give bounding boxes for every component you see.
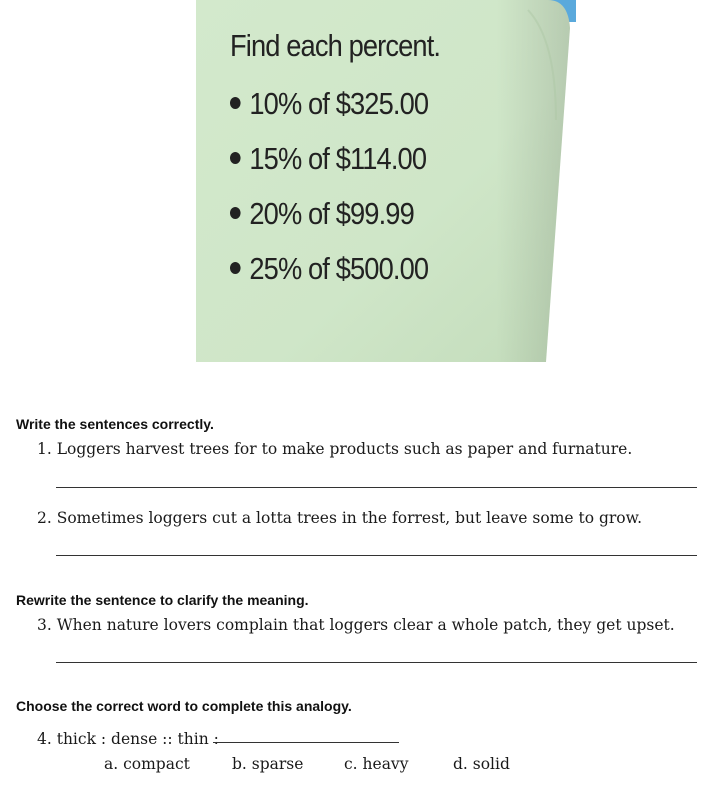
bullet-icon [230,97,241,109]
card-edge-shadow [496,0,570,362]
question-2: 2. Sometimes loggers cut a lotta trees in the forrest, but leave some to grow. [37,509,642,527]
percent-item-text: 15% of $114.00 [249,141,427,176]
question-1: 1. Loggers harvest trees for to make products such as paper and furnature. [37,440,633,458]
percent-item-text: 20% of $99.99 [249,196,414,231]
bullet-icon [230,152,241,164]
percent-item-text: 10% of $325.00 [249,86,429,121]
bullet-icon [230,262,241,274]
heading-write-correctly: Write the sentences correctly. [16,416,214,432]
percent-item-text: 25% of $500.00 [249,251,429,286]
bullet-icon [230,207,241,219]
choice-a[interactable]: a. compact [104,755,190,773]
percent-list [230,84,455,304]
answer-line-3[interactable] [56,662,697,663]
choice-b[interactable]: b. sparse [232,755,304,773]
percent-item [230,194,428,249]
choice-c[interactable]: c. heavy [344,755,409,773]
heading-analogy: Choose the correct word to complete this analogy. [16,698,352,714]
question-4: 4. thick : dense :: thin : [37,730,219,748]
heading-clarify: Rewrite the sentence to clarify the meaning. [16,592,309,608]
percent-item [230,84,428,139]
percent-item [230,249,428,304]
percent-item [230,139,428,194]
card-title: Find each percent. [230,28,441,63]
choice-d[interactable]: d. solid [453,755,510,773]
answer-line-1[interactable] [56,487,697,488]
answer-line-2[interactable] [56,555,697,556]
question-3: 3. When nature lovers complain that loggers clear a whole patch, they get upset. [37,616,675,634]
percent-card [196,0,576,362]
analogy-blank[interactable] [213,742,399,743]
